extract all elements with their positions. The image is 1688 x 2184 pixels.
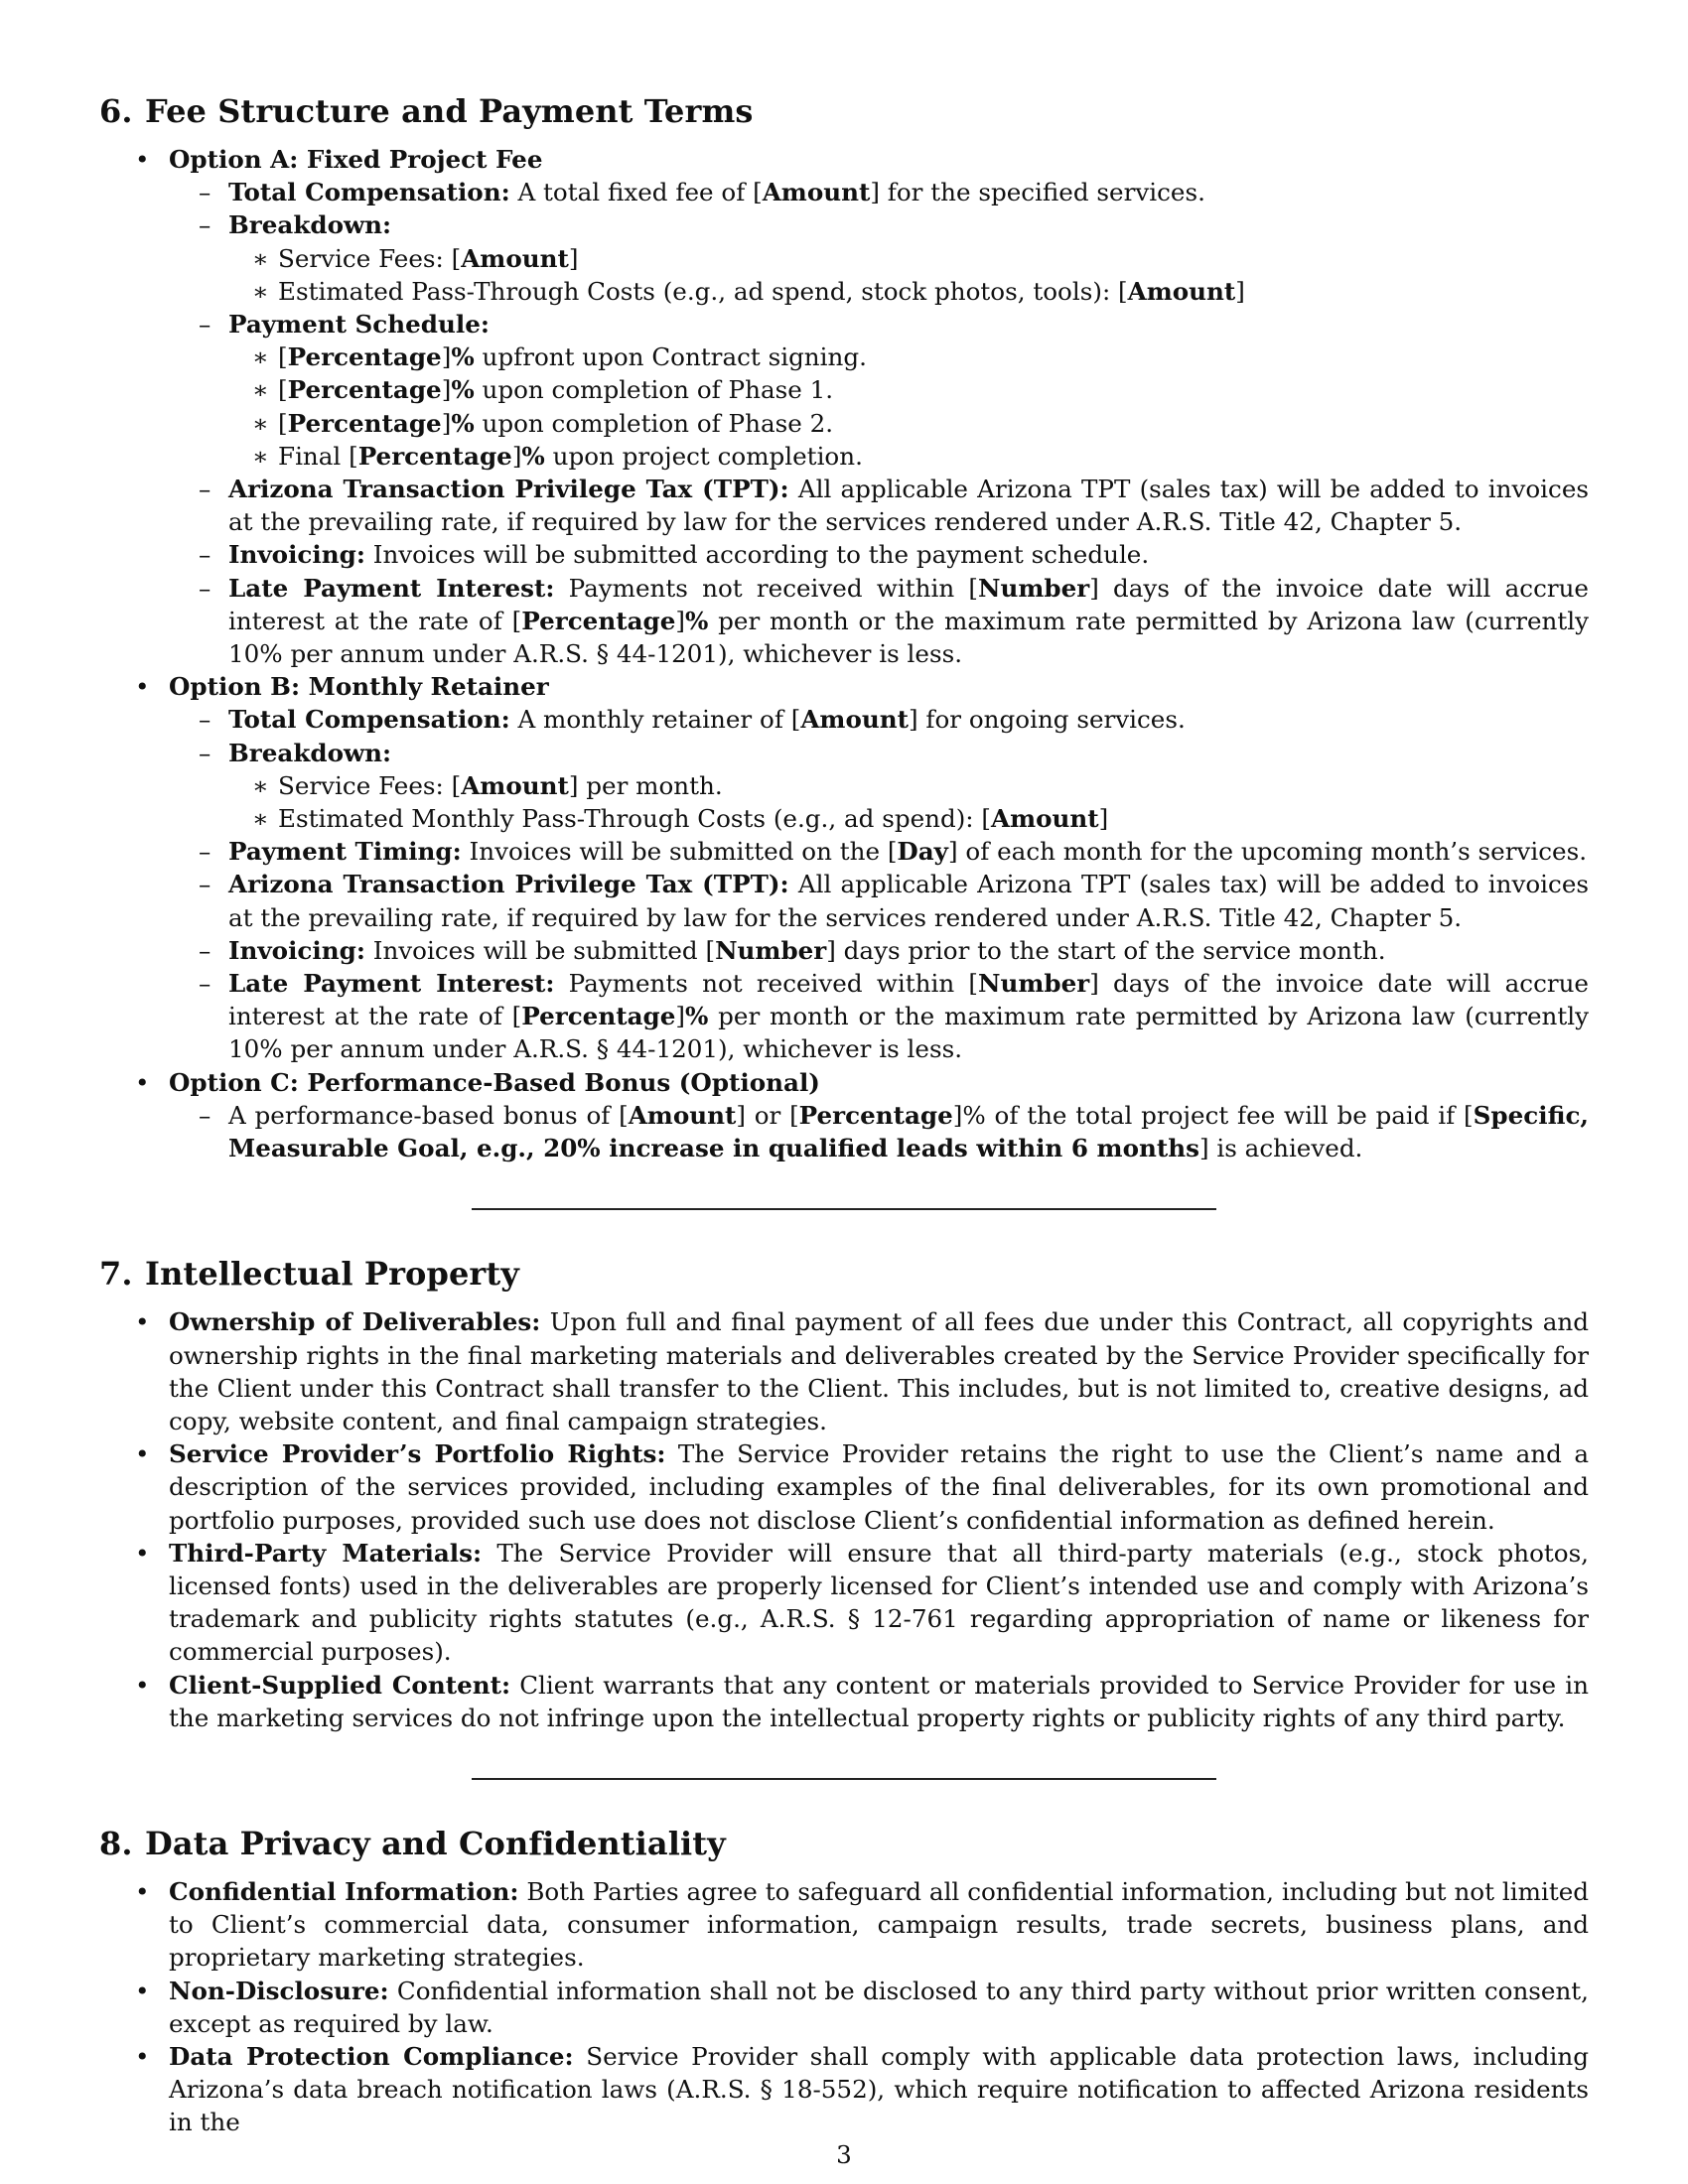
list-item: • Confidential Information: Both Parties agree to safeguard all confidential information, including but not limited to Client’s commercial data, consumer information, campaign results, trade secrets, business plans, and proprietary marketing strategies.	[135, 1876, 1589, 1973]
section-divider	[472, 1778, 1216, 1780]
bullet-marker: •	[135, 672, 150, 702]
option-b-tpt: – Arizona Transaction Privilege Tax (TPT): All applicable Arizona TPT (sales tax) will be added to invoices at the prevailing rate, if required by law for the services rendered under A.R.S. Title 42, Chapter 5.	[199, 870, 1589, 932]
section-6-options	[99, 143, 1589, 1164]
option-a-late-interest: – Late Payment Interest: Payments not received within [Number] days of the invoice date will accrue interest at the rate of [Percentage]% per month or the maximum rate permitted by Arizona law (currently 10% per annum under A.R.S. § 44-1201), whichever is less.	[199, 573, 1589, 669]
option-b-breakdown: – Breakdown: ∗ Service Fees: [Amount] per month. ∗ Estimated Monthly Pass-Through Costs (e.g., ad spend): [Amount]	[169, 737, 1589, 836]
section-6-heading: 6. Fee Structure and Payment Terms	[99, 92, 754, 130]
list-item: ∗ [Percentage]% upfront upon Contract signing.	[252, 342, 867, 372]
section-divider	[472, 1208, 1216, 1210]
option-c-label: Option C: Performance-Based Bonus (Optional)	[169, 1067, 820, 1097]
list-item: ∗ [Percentage]% upon completion of Phase 1.	[252, 375, 834, 405]
bullet-marker: •	[135, 145, 150, 174]
list-item: • Non-Disclosure: Confidential information shall not be disclosed to any third party without prior written consent, except as required by law.	[135, 1976, 1589, 2038]
section-8-heading: 8. Data Privacy and Confidentiality	[99, 1824, 726, 1862]
option-c	[99, 1066, 1589, 1165]
document-page	[99, 91, 1589, 2139]
option-a-invoicing: – Invoicing: Invoices will be submitted according to the payment schedule.	[199, 540, 1150, 570]
option-b-timing: – Payment Timing: Invoices will be submitted on the [Day] of each month for the upcoming month’s services.	[199, 837, 1588, 867]
list-item: • Third-Party Materials: The Service Provider will ensure that all third-party materials (e.g., stock photos, licensed fonts) used in the deliverables are properly licensed for Client’s intended use and comply with Arizona’s trademark and publicity rights statutes (e.g., A.R.S. § 12-761 regarding appropriation of name or likeness for commercial purposes).	[135, 1538, 1590, 1667]
option-b	[99, 670, 1589, 1065]
list-item: ∗ [Percentage]% upon completion of Phase 2.	[252, 408, 834, 438]
list-item: • Service Provider’s Portfolio Rights: The Service Provider retains the right to use the Client’s name and a description of the services provided, including examples of the final deliverables, for its own promotional and portfolio purposes, provided such use does not disclose Client’s confidential information as defined herein.	[135, 1439, 1589, 1535]
option-a-schedule: – Payment Schedule: ∗ [Percentage]% upfront upon Contract signing. ∗ [Percentage]% upon completion of Phase 1. ∗ [Percentage]% upon completion of Phase 2. ∗ Final [Percentage]% upon project completion.	[169, 308, 1589, 473]
list-item: • Client-Supplied Content: Client warrants that any content or materials provided to Service Provider for use in the marketing services do not infringe upon the intellectual property rights or publicity rights of any third party.	[135, 1670, 1589, 1732]
bullet-marker: •	[135, 1067, 150, 1097]
option-a	[99, 143, 1589, 670]
list-item: • Ownership of Deliverables: Upon full and final payment of all fees due under this Contract, all copyrights and ownership rights in the final marketing materials and deliverables created by the Service Provider specifically for the Client under this Contract shall transfer to the Client. This includes, but is not limited to, creative designs, ad copy, website content, and final campaign strategies.	[135, 1307, 1589, 1435]
page-number: 3	[836, 2140, 852, 2169]
list-item: • Data Protection Compliance: Service Provider shall comply with applicable data protection laws, including Arizona’s data breach notification laws (A.R.S. § 18-552), which require notification to affected Arizona residents in the	[135, 2041, 1589, 2137]
list-item: ∗ Final [Percentage]% upon project completion.	[252, 441, 863, 471]
section-7-heading: 7. Intellectual Property	[99, 1255, 519, 1294]
list-item: ∗ Estimated Pass-Through Costs (e.g., ad spend, stock photos, tools): [Amount]	[252, 276, 1245, 306]
option-a-label: Option A: Fixed Project Fee	[169, 145, 543, 174]
option-c-bonus: – A performance-based bonus of [Amount] or [Percentage]% of the total project fee will be paid if [Specific, Measurable Goal, e.g., 20% increase in qualified leads within 6 months] is achieved.	[199, 1100, 1589, 1163]
option-b-total: – Total Compensation: A monthly retainer of [Amount] for ongoing services.	[199, 705, 1186, 735]
section-8-list	[99, 1875, 1589, 2139]
option-b-late-interest: – Late Payment Interest: Payments not received within [Number] days of the invoice date will accrue interest at the rate of [Percentage]% per month or the maximum rate permitted by Arizona law (currently 10% per annum under A.R.S. § 44-1201), whichever is less.	[199, 969, 1589, 1064]
section-7-list	[99, 1305, 1589, 1734]
option-a-tpt: – Arizona Transaction Privilege Tax (TPT): All applicable Arizona TPT (sales tax) will be added to invoices at the prevailing rate, if required by law for the services rendered under A.R.S. Title 42, Chapter 5.	[199, 475, 1589, 537]
option-a-breakdown: – Breakdown: ∗ Service Fees: [Amount] ∗ Estimated Pass-Through Costs (e.g., ad spend, stock photos, tools): [Amount]	[169, 208, 1589, 308]
option-b-label: Option B: Monthly Retainer	[169, 672, 549, 702]
list-item: ∗ Service Fees: [Amount] per month.	[252, 770, 723, 800]
list-item: ∗ Service Fees: [Amount]	[252, 243, 579, 273]
option-b-invoicing: – Invoicing: Invoices will be submitted [Number] days prior to the start of the service month.	[199, 935, 1386, 965]
list-item: ∗ Estimated Monthly Pass-Through Costs (e.g., ad spend): [Amount]	[252, 804, 1109, 834]
option-a-total: – Total Compensation: A total fixed fee of [Amount] for the specified services.	[199, 178, 1205, 207]
